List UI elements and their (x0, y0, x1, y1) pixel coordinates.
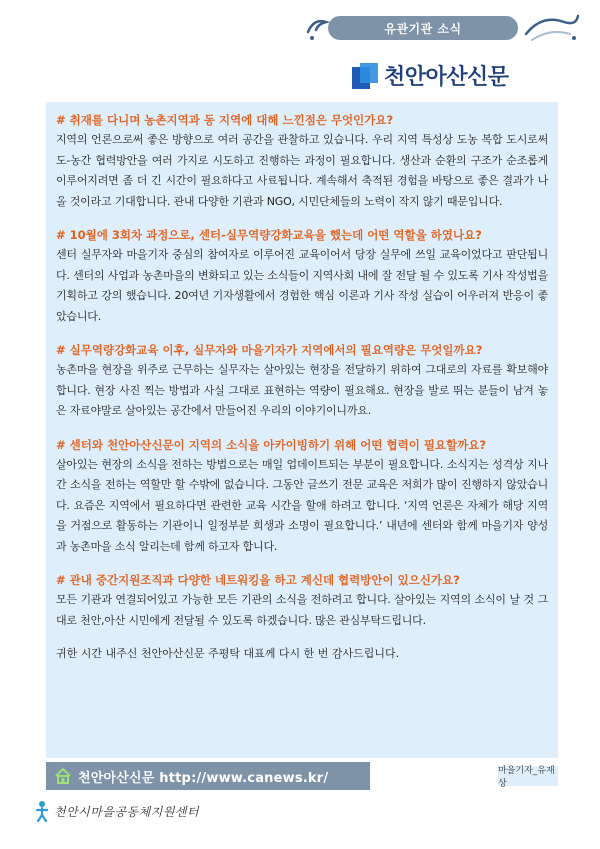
org-logo (34, 800, 199, 822)
qa-section (56, 110, 548, 212)
answer-text: 살아있는 현장의 소식을 전하는 방법으로는 매일 업데이트되는 부분이 필요합니다. 소식지는 성격상 지나간 소식을 전하는 역할만 할 수밖에 없습니다. 그동안 글쓰기 전문 교육은 저희가 많이 진행하지 않았습니다. 요즘은 지역에서 필요하다면 관련한 교육 시간을 할애 하려고 합니다. ‘지역 언론은 자체가 해당 지역을 거점으로 활동하는 기관이니 일정부분 희생과 소명이 필요합니다.’ 내년에 센터와 함께 마을기자 양성과 농촌마을 소식 알리는데 함께 하고자 합니다. (56, 457, 548, 553)
interview-content (46, 102, 558, 758)
house-icon (54, 767, 72, 785)
section-banner: 유관기관 소식 (328, 16, 518, 40)
question-heading: # 10월에 3회차 과정으로, 센터-실무역량강화교육을 했는데 어떤 역할을 하였나요? (56, 228, 482, 242)
reporter-credit: 마을기자_유재상 (498, 766, 558, 786)
website-link[interactable]: 천안아산신문 http://www.canews.kr/ (78, 770, 329, 786)
footer-bar (46, 762, 370, 790)
qa-section (56, 340, 548, 422)
question-heading: # 실무역량강화교육 이후, 실무자와 마을기자가 지역에서의 필요역량은 무엇일까요? (56, 343, 483, 357)
logo-text: 천안아산신문 (384, 65, 509, 90)
org-name: 천안시마을공동체지원센터 (54, 804, 200, 819)
question-heading: # 관내 중간지원조직과 다양한 네트워킹을 하고 계신데 협력방안이 있으신가요? (56, 573, 460, 587)
qa-section (56, 225, 548, 327)
logo-mark-icon (352, 63, 378, 89)
qa-section (56, 435, 548, 558)
newspaper-logo (352, 60, 509, 91)
answer-text: 모든 기관과 연결되어있고 가능한 모든 기관의 소식을 전하려고 합니다. 살아있는 지역의 소식이 날 것 그대로 천안,아산 시민에게 전달될 수 있도록 하겠습니다. 많은 관심부탁드립니다. (56, 593, 548, 627)
answer-text: 지역의 언론으로써 좋은 방향으로 여러 공간을 관찰하고 있습니다. 우리 지역 특성상 도농 복합 도시로써 도-농간 협력방안을 여러 가지로 시도하고 진행하는 과정이 필요합니다. 생산과 순환의 구조가 순조롭게 이루어지려면 좀 더 긴 시간이 필요하다고 사료됩니다. 계속해서 축적된 경험을 바탕으로 좋은 결과가 나올 것이라고 기대합니다. 관내 다양한 기관과 NGO, 시민단체들의 노력이 작지 않기 때문입니다. (56, 133, 548, 208)
question-heading: # 취재를 다니며 농촌지역과 동 지역에 대해 느낀점은 무엇인가요? (56, 113, 394, 127)
swirl-decoration-icon (522, 10, 582, 44)
answer-text: 센터 실무자와 마을기자 중심의 참여자로 이루어진 교육이어서 당장 실무에 쓰일 교육이었다고 판단됩니다. 센터의 사업과 농촌마을의 변화되고 있는 소식들이 지역사회 내에 잘 전달 될 수 있도록 기사 작성법을 기획하고 강의 했습니다. 20여년 기자생활에서 경험한 핵심 이론과 기사 작성 실습이 어우러져 반응이 좋았습니다. (56, 248, 548, 323)
qa-section (56, 570, 548, 631)
thanks-note: 귀한 시간 내주신 천안아산신문 주평탁 대표께 다시 한 번 감사드립니다. (56, 647, 400, 660)
person-figure-icon (34, 800, 50, 822)
question-heading: # 센터와 천안아산신문이 지역의 소식을 아카이빙하기 위해 어떤 협력이 필요할까요? (56, 437, 487, 452)
answer-text: 농촌마을 현장을 위주로 근무하는 실무자는 살아있는 현장을 전달하기 위하여 그대로의 자료를 확보해야합니다. 현장 사진 찍는 방법과 사실 그대로 표현하는 역량이 필요해요. 현장을 발로 뛰는 분들이 남겨 놓은 자료야말로 살아있는 공간에서 만들어진 우리의 이야기이니까요. (56, 363, 548, 417)
header-banner (298, 8, 588, 48)
